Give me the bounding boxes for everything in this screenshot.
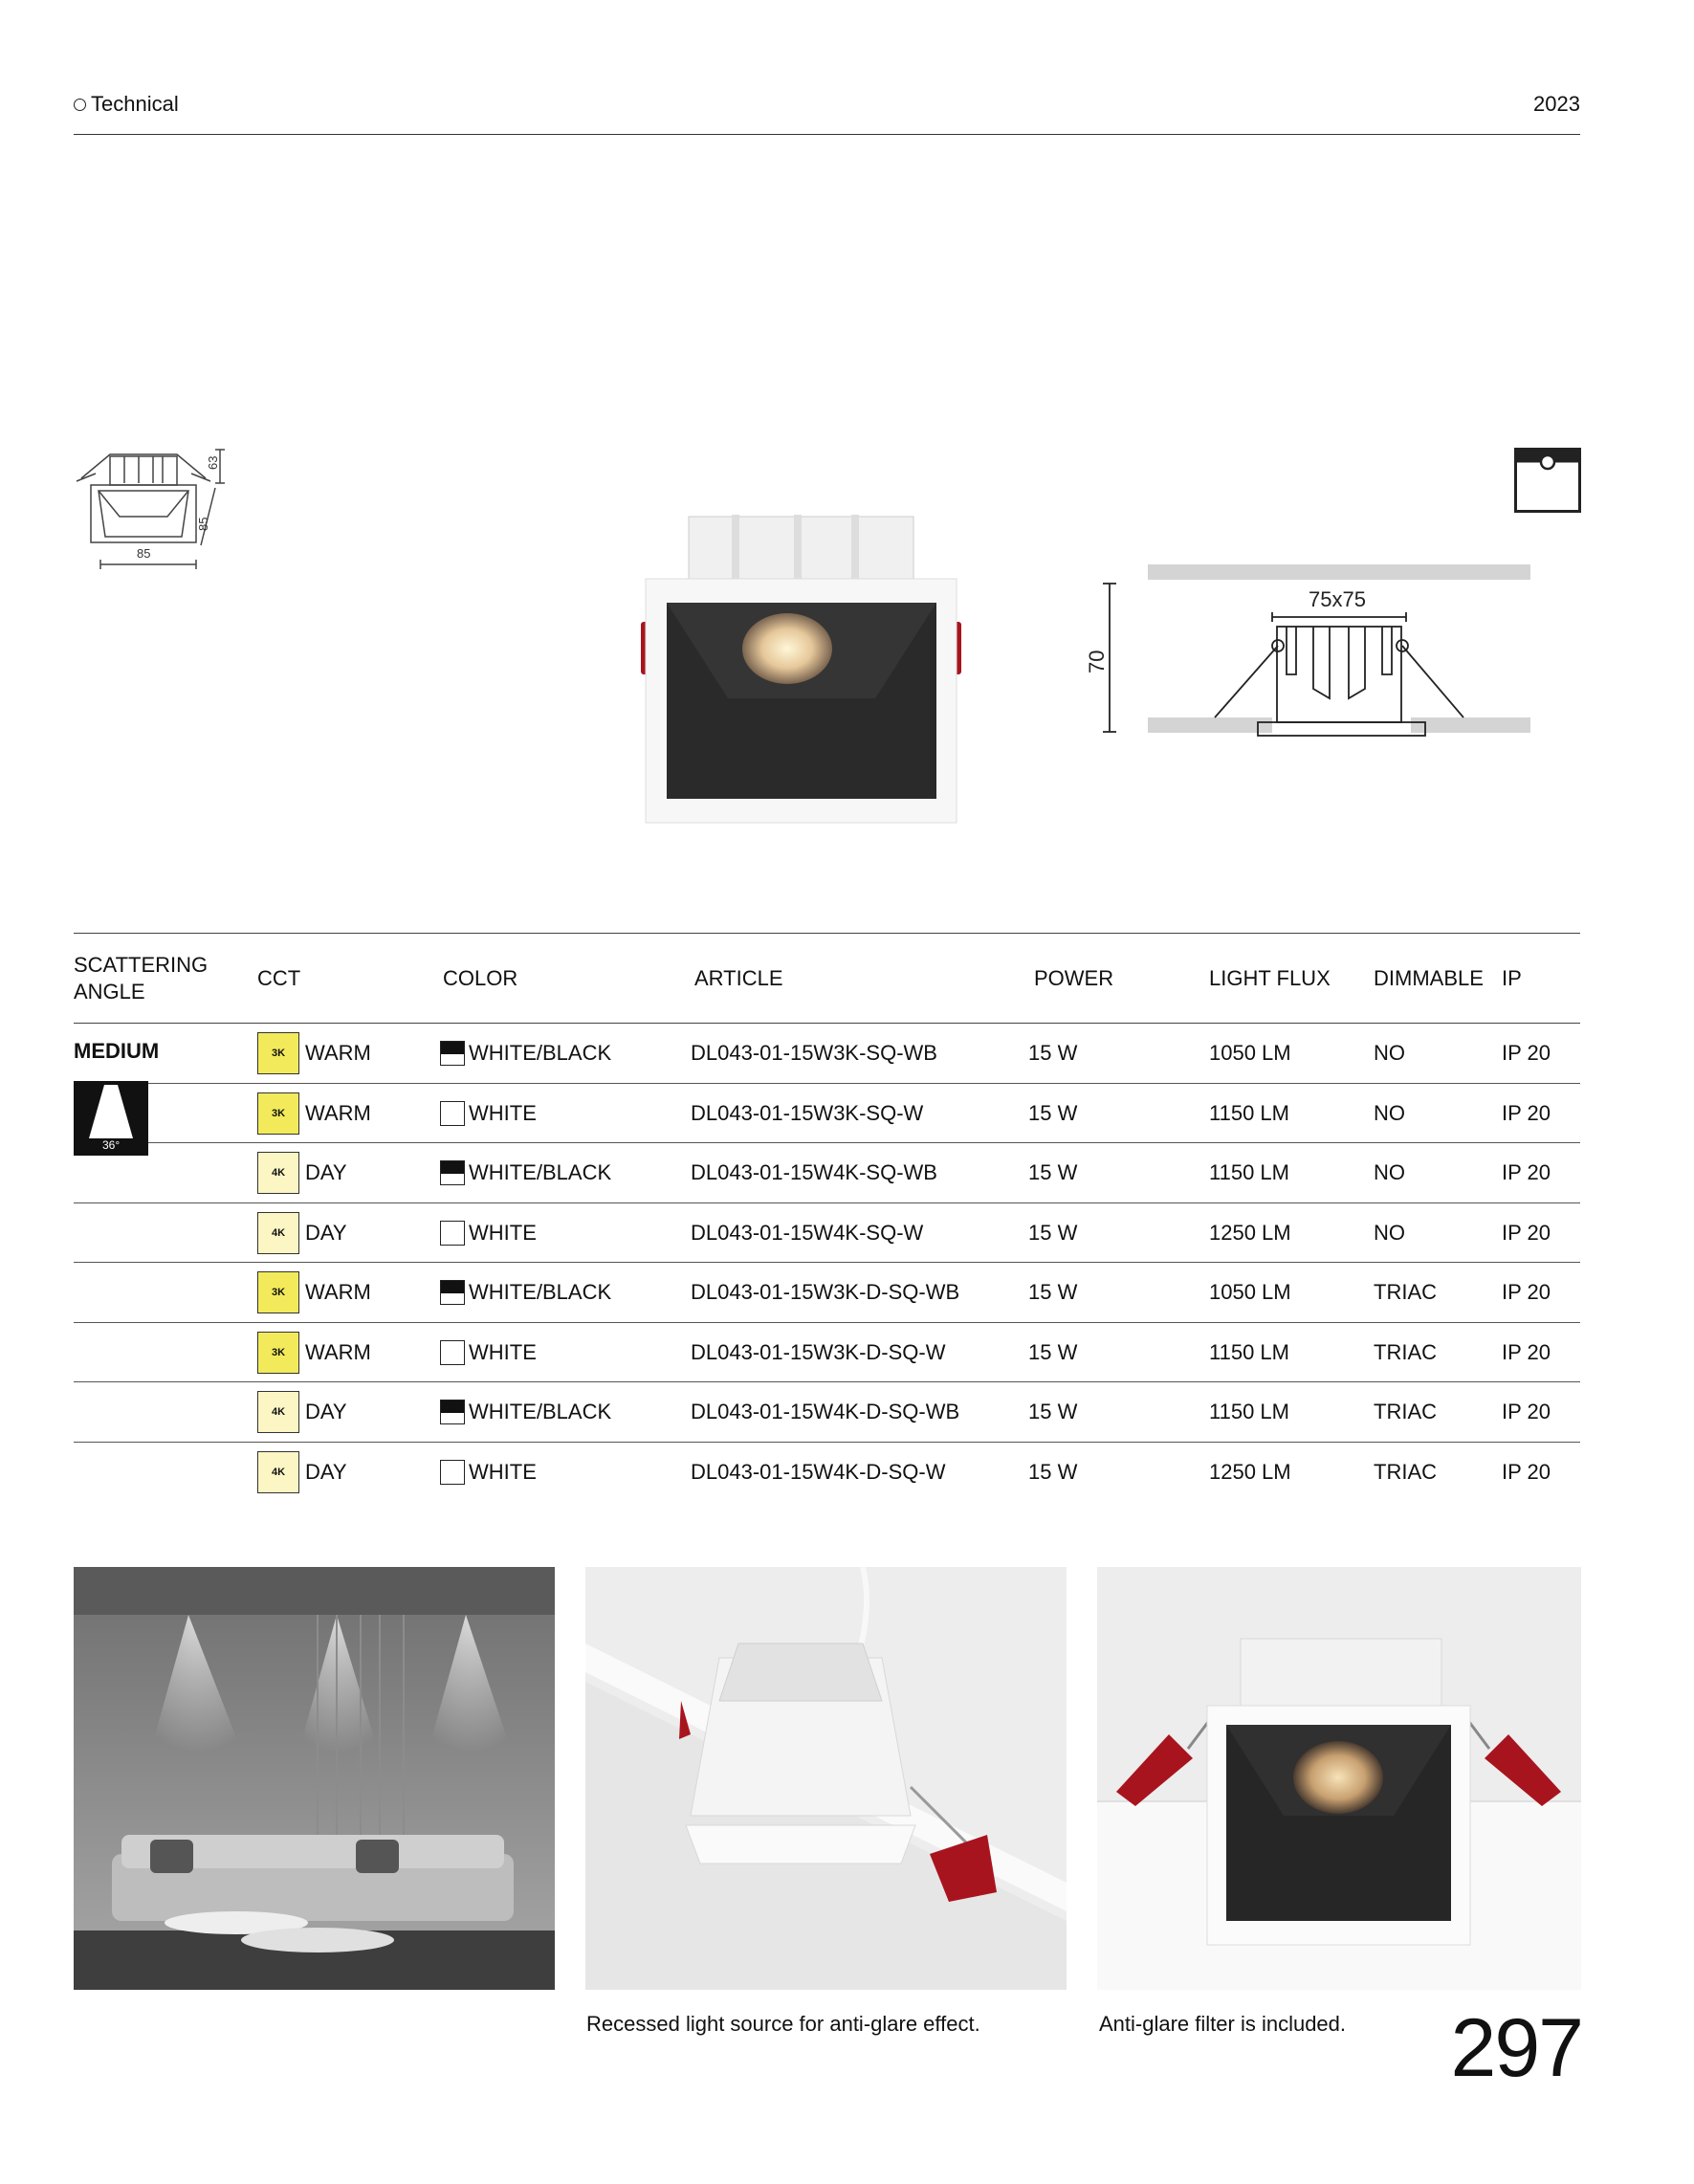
color-cell	[440, 1143, 611, 1202]
color-name: WHITE	[469, 1220, 537, 1245]
table-row	[74, 1143, 1580, 1203]
power-cell: 15 W	[1028, 1220, 1078, 1245]
cct-name: WARM	[305, 1339, 371, 1364]
color-swatch-icon	[440, 1101, 465, 1126]
header-cct: CCT	[257, 966, 301, 990]
cct-badge: 3K	[257, 1271, 299, 1313]
dimmable-cell: TRIAC	[1374, 1339, 1437, 1364]
ip-cell: IP 20	[1502, 1280, 1551, 1304]
dimmable-cell: NO	[1374, 1160, 1405, 1184]
color-swatch-icon	[440, 1460, 465, 1485]
header-power: POWER	[1034, 966, 1114, 990]
color-name: WHITE/BLACK	[469, 1280, 612, 1304]
color-cell	[440, 1443, 537, 1502]
color-cell	[440, 1263, 611, 1322]
product-image	[636, 507, 966, 827]
installation-drawing	[1085, 555, 1550, 765]
article-cell: DL043-01-15W4K-D-SQ-WB	[691, 1400, 960, 1423]
table-header	[74, 934, 1580, 1024]
cct-name: DAY	[305, 1400, 347, 1423]
article-cell: DL043-01-15W4K-SQ-W	[691, 1220, 924, 1245]
cct-cell	[257, 1263, 371, 1322]
anti-glare-photo	[1097, 1567, 1581, 1990]
interior-photo	[74, 1567, 555, 1990]
cct-cell	[257, 1323, 371, 1382]
header-year: 2023	[1533, 92, 1580, 116]
power-cell: 15 W	[1028, 1041, 1078, 1065]
color-swatch-icon	[440, 1400, 465, 1424]
table-body	[74, 1024, 1580, 1502]
flux-cell: 1250 LM	[1209, 1220, 1291, 1245]
flux-cell: 1150 LM	[1209, 1400, 1289, 1423]
table-row	[74, 1323, 1580, 1383]
dimmable-cell: NO	[1374, 1100, 1405, 1125]
dimmable-cell: TRIAC	[1374, 1280, 1437, 1304]
page-number: 297	[1450, 2002, 1582, 2094]
color-name: WHITE/BLACK	[469, 1160, 612, 1184]
cct-badge: 3K	[257, 1092, 299, 1135]
power-cell: 15 W	[1028, 1280, 1078, 1304]
beam-angle-icon	[74, 1081, 148, 1156]
flux-cell: 1050 LM	[1209, 1280, 1291, 1304]
install-height: 70	[1085, 650, 1109, 673]
flux-cell: 1150 LM	[1209, 1160, 1289, 1184]
dimmable-cell: NO	[1374, 1220, 1405, 1245]
ip-cell: IP 20	[1502, 1459, 1551, 1484]
cct-cell	[257, 1143, 347, 1202]
table-row	[74, 1024, 1580, 1084]
header-color: COLOR	[443, 966, 518, 990]
cct-badge: 3K	[257, 1332, 299, 1374]
table-row	[74, 1203, 1580, 1264]
beam-angle-degrees: 36°	[102, 1138, 121, 1152]
ip-cell: IP 20	[1502, 1400, 1551, 1423]
dimension-depth: 85	[196, 517, 210, 531]
cct-name: WARM	[305, 1041, 371, 1065]
header-ip: IP	[1502, 966, 1522, 990]
section-label	[74, 92, 179, 117]
ip-cell: IP 20	[1502, 1160, 1551, 1184]
table-row	[74, 1084, 1580, 1144]
recessed-detail-photo	[585, 1567, 1067, 1990]
cutout-size: 75x75	[1309, 587, 1366, 611]
power-cell: 15 W	[1028, 1339, 1078, 1364]
article-cell: DL043-01-15W3K-D-SQ-W	[691, 1339, 946, 1364]
article-cell: DL043-01-15W4K-D-SQ-W	[691, 1459, 946, 1484]
color-swatch-icon	[440, 1280, 465, 1305]
color-cell	[440, 1203, 537, 1263]
article-cell: DL043-01-15W3K-SQ-WB	[691, 1041, 937, 1065]
header-flux: LIGHT FLUX	[1209, 966, 1331, 990]
flux-cell: 1250 LM	[1209, 1459, 1291, 1484]
dimension-height: 63	[206, 455, 220, 470]
spec-table	[74, 933, 1580, 1502]
photo-caption-filter: Anti-glare filter is included.	[1099, 2012, 1347, 2036]
cct-badge: 4K	[257, 1212, 299, 1254]
page-header	[74, 92, 1580, 135]
color-cell	[440, 1024, 611, 1083]
circle-icon	[74, 99, 86, 111]
cct-name: DAY	[305, 1160, 347, 1184]
dimension-drawing	[72, 445, 234, 579]
cct-name: WARM	[305, 1100, 371, 1125]
color-cell	[440, 1084, 537, 1143]
table-row	[74, 1382, 1580, 1443]
cct-badge: 3K	[257, 1032, 299, 1074]
power-cell: 15 W	[1028, 1400, 1078, 1423]
dimension-width: 85	[137, 546, 151, 561]
cct-name: WARM	[305, 1280, 371, 1304]
cct-badge: 4K	[257, 1152, 299, 1194]
power-cell: 15 W	[1028, 1100, 1078, 1125]
dimmable-cell: NO	[1374, 1041, 1405, 1065]
article-cell: DL043-01-15W3K-D-SQ-WB	[691, 1280, 960, 1304]
recessed-mount-icon	[1514, 448, 1581, 513]
flux-cell: 1150 LM	[1209, 1100, 1289, 1125]
header-dimmable: DIMMABLE	[1374, 966, 1484, 990]
ip-cell: IP 20	[1502, 1100, 1551, 1125]
flux-cell: 1050 LM	[1209, 1041, 1291, 1065]
cct-cell	[257, 1443, 347, 1502]
color-name: WHITE/BLACK	[469, 1400, 612, 1423]
dimmable-cell: TRIAC	[1374, 1459, 1437, 1484]
cct-cell	[257, 1382, 347, 1442]
color-cell	[440, 1382, 611, 1442]
photo-caption-recessed: Recessed light source for anti-glare effect.	[586, 2012, 980, 2036]
dimmable-cell: TRIAC	[1374, 1400, 1437, 1423]
color-name: WHITE	[469, 1339, 537, 1364]
color-cell	[440, 1323, 537, 1382]
ip-cell: IP 20	[1502, 1339, 1551, 1364]
cct-name: DAY	[305, 1459, 347, 1484]
cct-name: DAY	[305, 1220, 347, 1245]
color-name: WHITE	[469, 1100, 537, 1125]
cct-badge: 4K	[257, 1451, 299, 1493]
flux-cell: 1150 LM	[1209, 1339, 1289, 1364]
article-cell: DL043-01-15W4K-SQ-WB	[691, 1160, 937, 1184]
cct-cell	[257, 1084, 371, 1143]
ip-cell: IP 20	[1502, 1220, 1551, 1245]
power-cell: 15 W	[1028, 1160, 1078, 1184]
header-angle: SCATTERING ANGLE	[74, 953, 209, 1004]
cct-cell	[257, 1024, 371, 1083]
cct-badge: 4K	[257, 1391, 299, 1433]
ip-cell: IP 20	[1502, 1041, 1551, 1065]
color-swatch-icon	[440, 1221, 465, 1246]
color-name: WHITE/BLACK	[469, 1041, 612, 1065]
article-cell: DL043-01-15W3K-SQ-W	[691, 1100, 924, 1125]
color-swatch-icon	[440, 1160, 465, 1185]
color-swatch-icon	[440, 1041, 465, 1066]
scattering-angle-name: MEDIUM	[74, 1039, 160, 1063]
table-row	[74, 1263, 1580, 1323]
color-swatch-icon	[440, 1340, 465, 1365]
section-title: Technical	[91, 92, 179, 116]
header-article: ARTICLE	[694, 966, 783, 990]
cct-cell	[257, 1203, 347, 1263]
table-row	[74, 1443, 1580, 1503]
power-cell: 15 W	[1028, 1459, 1078, 1484]
color-name: WHITE	[469, 1459, 537, 1484]
